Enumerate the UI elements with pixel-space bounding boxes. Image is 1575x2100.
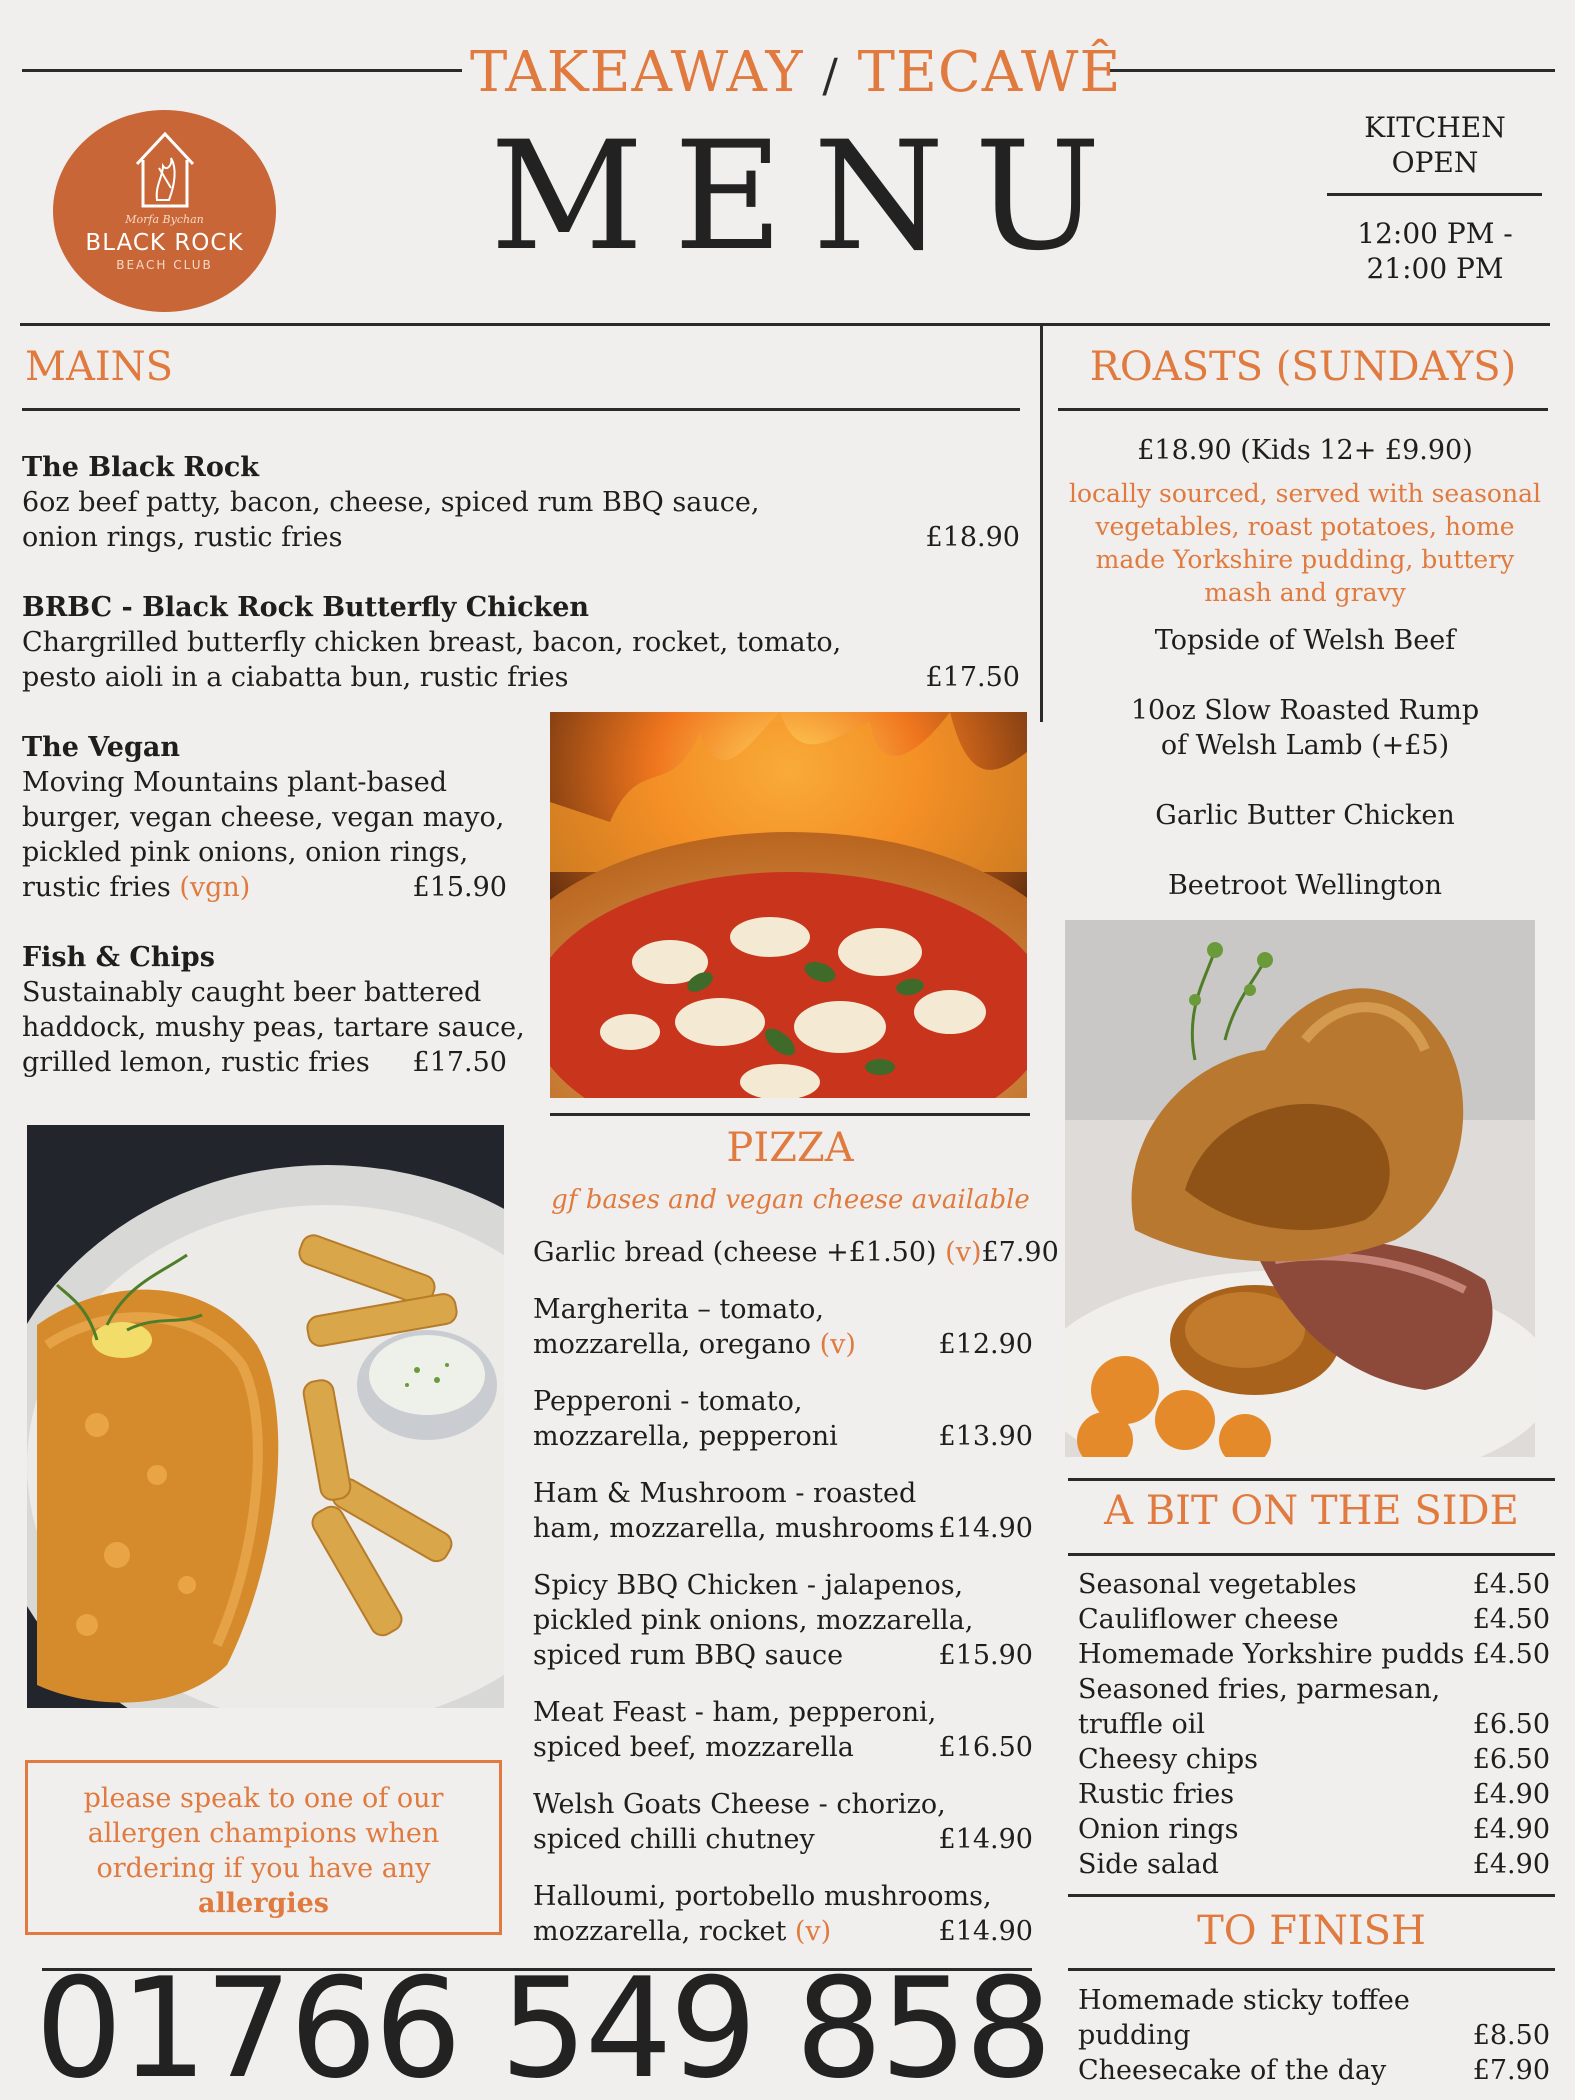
pizza-item-price: £14.90	[938, 1824, 1033, 1855]
pizza-note: gf bases and vegan cheese available	[551, 1185, 1030, 1215]
item-desc: Moving Mountains plant-based	[22, 767, 448, 798]
pizza-item	[533, 1879, 1033, 1949]
item-desc-row	[22, 520, 1020, 555]
side-item	[1078, 1707, 1550, 1742]
roasts-desc-line: made Yorkshire pudding, buttery	[1095, 545, 1515, 574]
dessert-item-name: pudding	[1078, 2020, 1191, 2051]
pizza-item	[533, 1384, 1033, 1454]
side-item-name: truffle oil	[1078, 1709, 1206, 1740]
allergy-line1: please speak to one of our	[83, 1783, 444, 1814]
side-item-price: £4.50	[1472, 1639, 1550, 1670]
roasts-rule	[1058, 408, 1548, 411]
fish-chips-illustration	[27, 1125, 504, 1708]
side-item-name: Homemade Yorkshire pudds	[1078, 1639, 1465, 1670]
item-desc: pickled pink onions, onion rings,	[22, 837, 469, 868]
dessert-item-name: Homemade sticky toffee	[1078, 1985, 1410, 2016]
house-icon	[133, 128, 197, 210]
item-desc-row	[22, 660, 1020, 695]
roasts-description	[1060, 477, 1550, 609]
pizza-item-desc: spiced beef, mozzarella	[533, 1732, 854, 1763]
roast-item: Topside of Welsh Beef	[1154, 625, 1456, 656]
header-slash: /	[822, 48, 839, 102]
sides-top-rule	[1068, 1478, 1555, 1481]
roasts-desc-line: mash and gravy	[1204, 578, 1406, 607]
side-item-name: Cheesy chips	[1078, 1744, 1258, 1775]
roasts-price: £18.90 (Kids 12+ £9.90)	[1137, 435, 1473, 466]
item-title: The Black Rock	[22, 452, 260, 483]
pizza-item-name: Garlic bread (cheese +£1.50)	[533, 1237, 937, 1268]
menu-item-brbc	[22, 590, 1020, 695]
side-item-name: Onion rings	[1078, 1814, 1239, 1845]
vegetarian-tag: (v)	[794, 1916, 832, 1947]
pizza-item-desc: mozzarella, rocket	[533, 1916, 787, 1947]
item-title: The Vegan	[22, 732, 180, 763]
pizza-item-desc: spiced chilli chutney	[533, 1824, 815, 1855]
roasts-desc-line: locally sourced, served with seasonal	[1069, 479, 1541, 508]
roasts-heading: ROASTS (SUNDAYS)	[1089, 344, 1517, 390]
item-desc: haddock, mushy peas, tartare sauce,	[22, 1012, 525, 1043]
item-title: Fish & Chips	[22, 942, 215, 973]
pizza-item-name: Ham & Mushroom - roasted	[533, 1478, 917, 1509]
pizza-item	[533, 1235, 1059, 1270]
pizza-item-name: Welsh Goats Cheese - chorizo,	[533, 1789, 946, 1820]
allergy-notice	[25, 1760, 502, 1935]
item-desc: burger, vegan cheese, vegan mayo,	[22, 802, 505, 833]
pizza-item-desc: mozzarella, oregano	[533, 1329, 811, 1360]
roast-item-line: 10oz Slow Roasted Rump	[1130, 695, 1480, 726]
pizza-item-desc: pickled pink onions, mozzarella,	[533, 1605, 974, 1636]
side-item-name: Cauliflower cheese	[1078, 1604, 1339, 1635]
roast-item: Garlic Butter Chicken	[1155, 800, 1455, 831]
mains-rule	[22, 408, 1020, 411]
phone-number[interactable]: 01766 549 858	[35, 1948, 1050, 2100]
kitchen-line2: OPEN	[1391, 146, 1479, 179]
roast-item: Beetroot Wellington	[1167, 870, 1443, 901]
dessert-item	[1078, 2018, 1550, 2053]
side-item	[1078, 1847, 1550, 1882]
item-desc: rustic fries	[22, 872, 171, 903]
pizza-item-desc: ham, mozzarella, mushrooms	[533, 1513, 935, 1544]
menu-item-black-rock	[22, 450, 1020, 555]
header-title	[470, 40, 1122, 105]
menu-item-vegan	[22, 730, 507, 905]
roasts-desc-line: vegetables, roast potatoes, home	[1095, 512, 1515, 541]
allergy-line3: ordering if you have any	[96, 1853, 431, 1884]
menu-title: MENU	[490, 110, 1131, 284]
side-item-price: £6.50	[1472, 1709, 1550, 1740]
logo-name: BLACK ROCK	[85, 230, 244, 256]
kitchen-line1: KITCHEN	[1364, 111, 1506, 144]
pizza-item	[533, 1787, 1033, 1857]
side-item-name: Seasonal vegetables	[1078, 1569, 1357, 1600]
pizza-item-price: £14.90	[938, 1916, 1033, 1947]
pizza-list	[533, 1235, 1059, 1949]
side-item	[1078, 1742, 1550, 1777]
side-item-price: £4.90	[1472, 1849, 1550, 1880]
pizza-heading: PIZZA	[726, 1125, 854, 1171]
side-item	[1078, 1602, 1550, 1637]
item-desc: Chargrilled butterfly chicken breast, bacon, rocket, tomato,	[22, 627, 842, 658]
vegetarian-tag: (v)	[819, 1329, 856, 1360]
side-item	[1078, 1637, 1550, 1672]
pizza-item-price: £13.90	[938, 1421, 1033, 1452]
dessert-item-price: £8.50	[1472, 2020, 1550, 2051]
pizza-item-desc: spiced rum BBQ sauce	[533, 1640, 844, 1671]
pizza-item-price: £14.90	[938, 1513, 1033, 1544]
dessert-item-name: Cheesecake of the day	[1078, 2055, 1387, 2086]
header-bottom-rule	[20, 323, 1550, 326]
item-desc: grilled lemon, rustic fries	[22, 1047, 370, 1078]
item-price: £15.90	[412, 872, 507, 903]
sides-heading: A BIT ON THE SIDE	[1104, 1488, 1519, 1534]
roast-item	[1060, 693, 1550, 763]
side-item	[1078, 1672, 1550, 1707]
item-desc: onion rings, rustic fries	[22, 522, 343, 553]
side-item-name: Seasoned fries, parmesan,	[1078, 1674, 1441, 1705]
pizza-item-name: Spicy BBQ Chicken - jalapenos,	[533, 1570, 964, 1601]
allergy-line4: allergies	[198, 1888, 329, 1919]
side-item	[1078, 1567, 1550, 1602]
pizza-item	[533, 1695, 1033, 1765]
pizza-item-name: Halloumi, portobello mushrooms,	[533, 1881, 992, 1912]
finish-heading: TO FINISH	[1197, 1908, 1426, 1954]
pizza-item-price: £15.90	[938, 1640, 1033, 1671]
kitchen-hours	[1330, 110, 1540, 286]
tecawe-label: TECAWÊ	[857, 40, 1122, 105]
item-desc: pesto aioli in a ciabatta bun, rustic fries	[22, 662, 569, 693]
item-desc-row	[22, 1045, 507, 1080]
finish-list	[1078, 1983, 1550, 2088]
side-item-price: £6.50	[1472, 1744, 1550, 1775]
pizza-item	[533, 1292, 1033, 1362]
column-divider	[1040, 326, 1043, 722]
pizza-item-price: £12.90	[938, 1329, 1033, 1360]
item-price: £17.50	[925, 662, 1020, 693]
kitchen-hours-line2: 21:00 PM	[1366, 252, 1504, 285]
logo-subtitle: BEACH CLUB	[116, 258, 213, 272]
side-item-price: £4.90	[1472, 1814, 1550, 1845]
logo-script: Morfa Bychan	[125, 213, 204, 226]
allergy-line2: allergen champions when	[87, 1818, 440, 1849]
pizza-illustration	[550, 712, 1027, 1098]
item-desc: Sustainably caught beer battered	[22, 977, 482, 1008]
vegan-tag: (vgn)	[179, 872, 251, 903]
item-desc: 6oz beef patty, bacon, cheese, spiced rum BBQ sauce,	[22, 487, 760, 518]
roast-item-line: of Welsh Lamb (+£5)	[1160, 730, 1450, 761]
pizza-item-name: Pepperoni - tomato,	[533, 1386, 803, 1417]
finish-top-rule	[1068, 1894, 1555, 1897]
sides-rule	[1068, 1553, 1555, 1556]
pizza-top-rule	[550, 1113, 1030, 1116]
roast-dinner-photo	[1065, 920, 1535, 1457]
item-price: £17.50	[412, 1047, 507, 1078]
side-item	[1078, 1777, 1550, 1812]
menu-item-fish-chips	[22, 940, 525, 1080]
pizza-item-name: Margherita – tomato,	[533, 1294, 824, 1325]
dessert-item-price: £7.90	[1472, 2055, 1550, 2086]
kitchen-divider	[1327, 193, 1542, 196]
item-desc-row	[22, 870, 507, 905]
dessert-item	[1078, 1983, 1550, 2018]
side-item	[1078, 1812, 1550, 1847]
roast-illustration	[1065, 920, 1535, 1457]
dessert-item	[1078, 2053, 1550, 2088]
side-item-price: £4.50	[1472, 1604, 1550, 1635]
pizza-item-price: £16.50	[938, 1732, 1033, 1763]
item-price: £18.90	[925, 522, 1020, 553]
takeaway-label: TAKEAWAY	[470, 40, 804, 105]
pizza-item-desc: mozzarella, pepperoni	[533, 1421, 838, 1452]
finish-rule	[1068, 1968, 1555, 1971]
pizza-item	[533, 1476, 1033, 1546]
side-item-name: Side salad	[1078, 1849, 1219, 1880]
item-title: BRBC - Black Rock Butterfly Chicken	[22, 592, 590, 623]
black-rock-logo	[53, 110, 276, 312]
sides-list	[1078, 1567, 1550, 1882]
kitchen-hours-line1: 12:00 PM -	[1357, 217, 1513, 250]
side-item-price: £4.90	[1472, 1779, 1550, 1810]
fish-chips-photo	[27, 1125, 504, 1708]
side-item-name: Rustic fries	[1078, 1779, 1235, 1810]
header-rule-left	[22, 69, 462, 72]
pizza-item-price: £7.90	[981, 1237, 1059, 1268]
pizza-photo	[550, 712, 1027, 1098]
pizza-item-name: Meat Feast - ham, pepperoni,	[533, 1697, 937, 1728]
mains-heading: MAINS	[25, 344, 174, 390]
header-rule-right	[1108, 69, 1555, 72]
pizza-item	[533, 1568, 1033, 1673]
side-item-price: £4.50	[1472, 1569, 1550, 1600]
vegetarian-tag: (v)	[945, 1237, 982, 1268]
